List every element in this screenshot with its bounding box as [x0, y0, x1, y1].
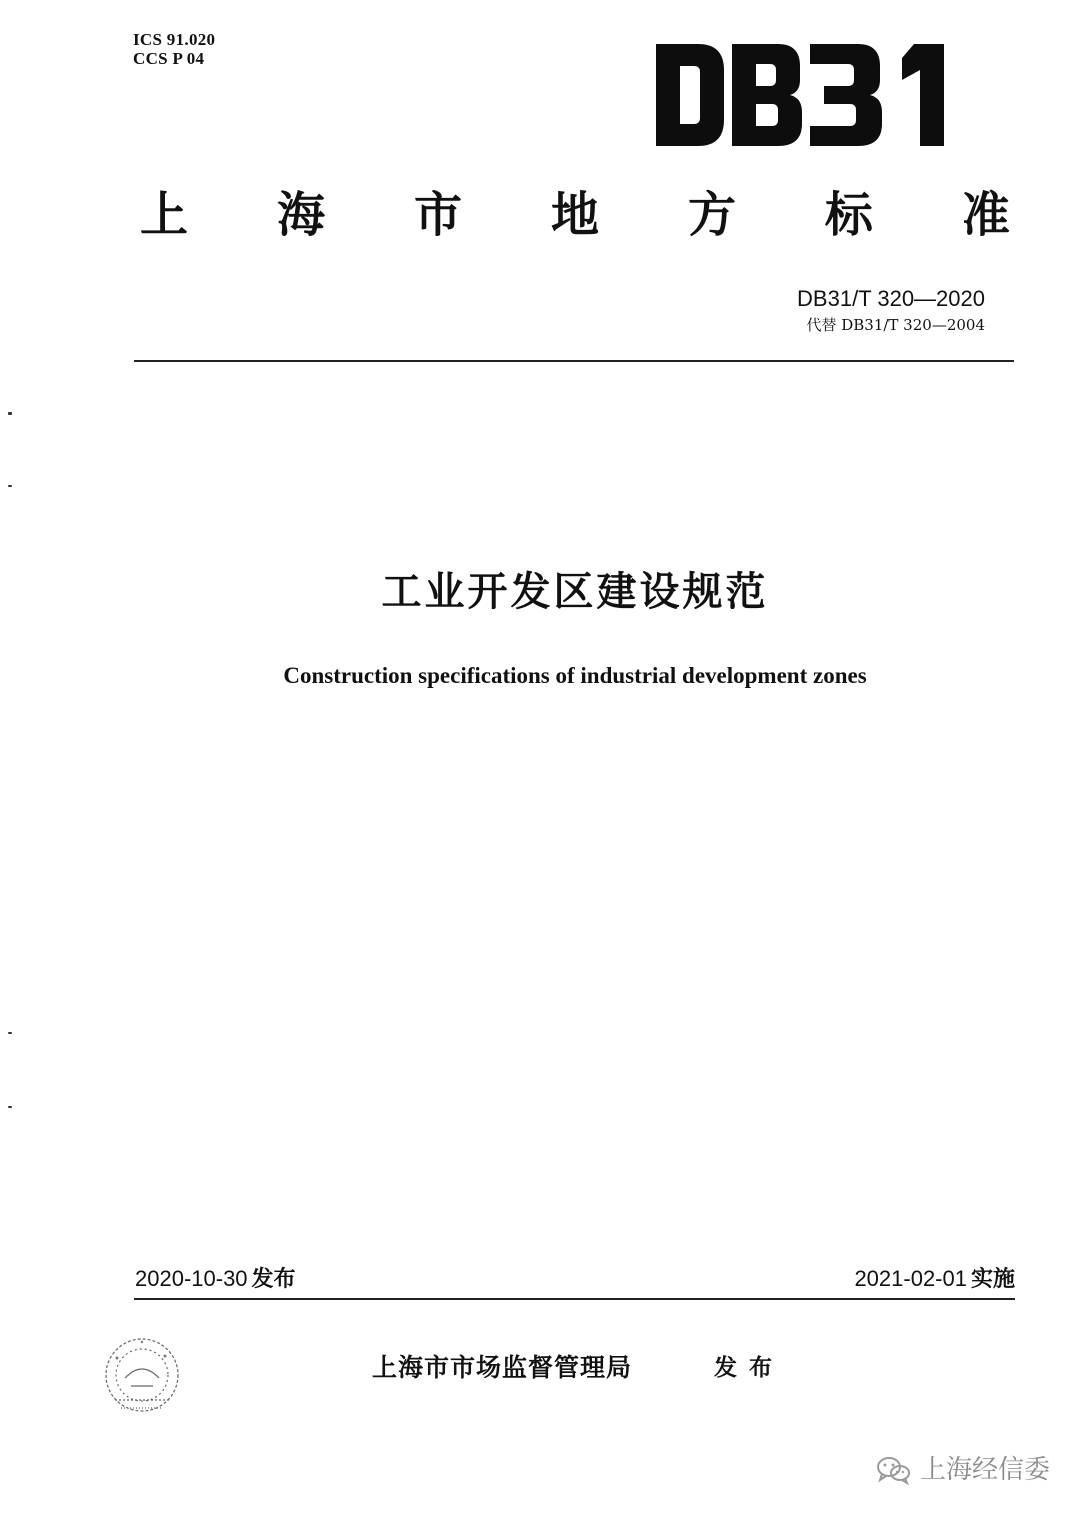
category-char: 方: [687, 187, 736, 243]
bottom-divider: [134, 1298, 1015, 1300]
top-divider: [134, 360, 1014, 362]
standard-number: DB31/T 320—2020: [797, 286, 985, 311]
ics-code: ICS 91.020: [133, 30, 216, 49]
category-char: 海: [276, 187, 325, 243]
category-char: 准: [961, 187, 1010, 243]
scan-speck: [8, 485, 12, 487]
category-char: 市: [413, 187, 462, 243]
effective-label: 实施: [970, 1267, 1015, 1292]
replaced-standard: 代替 DB31/T 320—2004: [806, 316, 985, 334]
publisher-action: 发布: [714, 1355, 784, 1381]
standard-number-block: [797, 285, 985, 335]
db31-logo: [652, 40, 952, 150]
release-date-value: 2020-10-30: [135, 1266, 248, 1291]
category-char: 上: [140, 187, 189, 243]
scan-speck: [8, 1032, 12, 1034]
category-char: 地: [550, 187, 599, 243]
scan-speck: [8, 1106, 12, 1108]
ccs-code: CCS P 04: [133, 49, 205, 68]
seal-stamp-icon: [95, 1330, 190, 1425]
effective-date-value: 2021-02-01: [854, 1266, 967, 1291]
scan-speck: [8, 412, 12, 415]
release-date: [135, 1264, 296, 1295]
standard-category-title: [140, 185, 1010, 245]
document-title-zh: 工业开发区建设规范: [381, 569, 769, 615]
wechat-icon: [876, 1455, 912, 1485]
publisher-name: 上海市市场监督管理局: [372, 1353, 633, 1382]
document-title-en: Construction specifications of industrial development zones: [283, 663, 867, 688]
release-label: 发布: [251, 1267, 296, 1292]
effective-date: [854, 1264, 1015, 1295]
watermark-text: 上海经信委: [919, 1455, 1050, 1485]
category-char: 标: [824, 187, 873, 243]
watermark: [876, 1452, 1050, 1488]
classification-codes: [133, 30, 215, 68]
